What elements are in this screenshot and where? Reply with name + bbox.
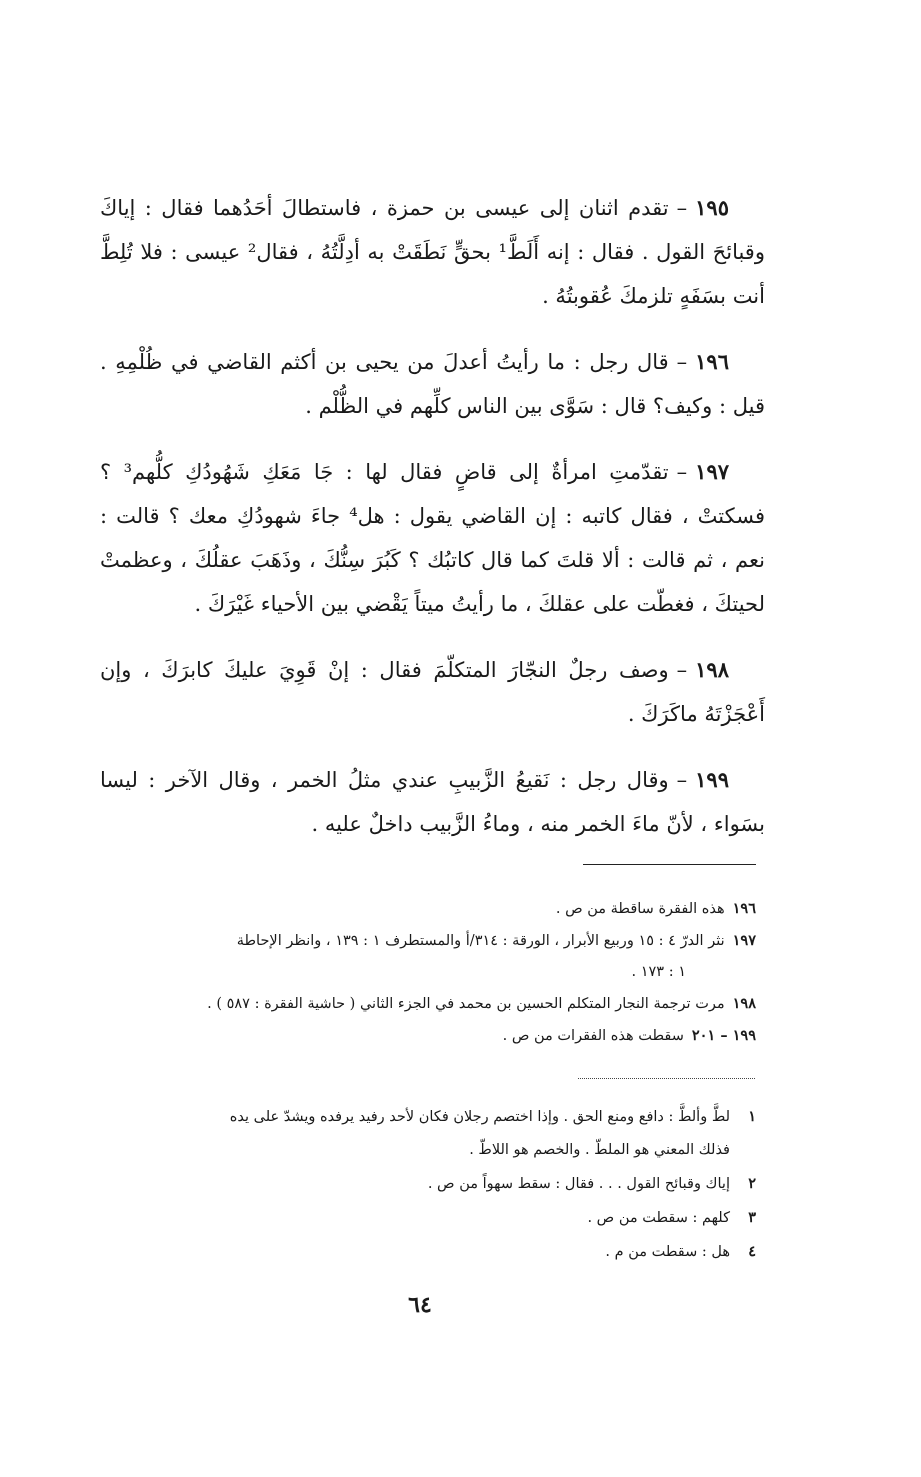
footnote-text: كلهم : سقطت من ص . (587, 1210, 730, 1226)
source-note (92, 925, 756, 957)
paragraph-number: ١٩٦ (695, 349, 729, 374)
paragraph-196 (100, 340, 765, 428)
paragraph-text: وقال رجل : نَقيعُ الزَّبيبِ عندي مثلُ الخمر ، وقال الآخر : ليسا بسَواء ، لأنّ ماءَ الخمر منه ، وماءُ الزَّبيب داخلٌ عليه . (100, 768, 765, 836)
footnote (92, 1235, 756, 1269)
source-note (92, 1020, 756, 1052)
paragraph-dash: – (676, 196, 688, 220)
source-note-ref: ١٩٧ (732, 932, 756, 949)
paragraph-number: ١٩٥ (695, 195, 729, 220)
paragraph-dash: – (676, 768, 688, 792)
source-note-ref: ١٩٩ – ٢٠١ (691, 1027, 756, 1044)
footnote (92, 1167, 756, 1201)
source-note-text: مرت ترجمة النجار المتكلم الحسين بن محمد في الجزء الثاني ( حاشية الفقرة : ٥٨٧ ) . (207, 996, 725, 1012)
source-note-text: نثر الدرّ ٤ : ١٥ وربيع الأبرار ، الورقة : ٣١٤/أ والمستطرف ١ : ١٣٩ ، وانظر الإحاطة (236, 933, 725, 949)
footnote (92, 1201, 756, 1235)
footnotes-dotted-separator (578, 1078, 755, 1079)
paragraph-199 (100, 758, 765, 846)
source-notes (92, 893, 756, 1052)
paragraph-195 (100, 186, 765, 318)
footnote-key: ٢ (748, 1175, 756, 1192)
main-text (100, 186, 765, 868)
source-note (92, 988, 756, 1020)
source-note-continuation: ١ : ١٧٣ . (631, 964, 686, 980)
footnote-key: ٤ (748, 1243, 756, 1260)
paragraph-number: ١٩٨ (695, 657, 729, 682)
paragraph-text: تقدّمتِ امرأةٌ إلى قاضٍ فقال لها : جَا مَعَكِ شَهُودُكِ كلُّهم³ ؟ فسكتتْ ، فقال كاتبه : إن القاضي يقول : هل⁴ جاءَ شهودُكِ معك ؟ قالت : نعم ، ثم قالت : ألا قلتَ كما قال كاتبُك ؟ كَبُرَ سِنُّكَ ، وذَهَبَ عقلُكَ ، وعظمتْ لحيتكَ ، فغطّت على عقلكَ ، ما رأيتُ ميتاً يَقْضي بين الأحياء غَيْرَكَ . (100, 460, 765, 616)
paragraph-dash: – (676, 658, 688, 682)
source-note-text: سقطت هذه الفقرات من ص . (502, 1028, 684, 1044)
footnote-continuation: فذلك المعني هو الملطّ . والخصم هو اللاطّ . (469, 1142, 730, 1158)
notes-separator-line (583, 864, 756, 865)
footnote (92, 1100, 756, 1134)
paragraph-number: ١٩٩ (695, 767, 729, 792)
paragraph-text: وصف رجلٌ النجّارَ المتكلّمَ فقال : إنْ قَوِيَ عليكَ كابرَكَ ، وإن أَعْجَزْتَهُ ماكَرَكَ . (100, 658, 765, 726)
source-note-text: هذه الفقرة ساقطة من ص . (555, 901, 725, 917)
footnotes (92, 1100, 756, 1269)
paragraph-text: تقدم اثنان إلى عيسى بن حمزة ، فاستطالَ أحَدُهما فقال : إياكَ وقبائحَ القول . فقال : إنه أَلَطَّ¹ بحقٍّ نَطَقَتْ به أدِلَّتُهُ ، فقال² عيسى : فلا تُلِطَّ أنت بسَفَهٍ تلزمكَ عُقوبتُهُ . (100, 196, 765, 308)
footnote-key: ١ (748, 1108, 756, 1125)
source-note (92, 893, 756, 925)
source-note-ref: ١٩٦ (732, 900, 756, 917)
footnote-text: لطَّ وألطَّ : دافع ومنع الحق . وإذا اختصم رجلان فكان لأحد رفيد يرفده ويشدّ على يده (229, 1109, 730, 1125)
footnote-key: ٣ (748, 1209, 756, 1226)
source-note-ref: ١٩٨ (732, 995, 756, 1012)
page-number: ٦٤ (408, 1292, 432, 1318)
paragraph-198 (100, 648, 765, 736)
paragraph-number: ١٩٧ (695, 459, 730, 484)
footnote-text: هل : سقطت من م . (605, 1244, 730, 1260)
footnote-text: إياك وقبائح القول . . . فقال : سقط سهواً من ص . (427, 1176, 730, 1192)
paragraph-dash: – (676, 460, 688, 484)
paragraph-text: قال رجل : ما رأيتُ أعدلَ من يحيى بن أكثم القاضي في ظُلْمِهِ . قيل : وكيف؟ قال : سَوَّى بين الناس كلِّهم في الظُّلْم . (100, 350, 765, 418)
paragraph-dash: – (676, 350, 688, 374)
paragraph-197 (100, 450, 765, 626)
